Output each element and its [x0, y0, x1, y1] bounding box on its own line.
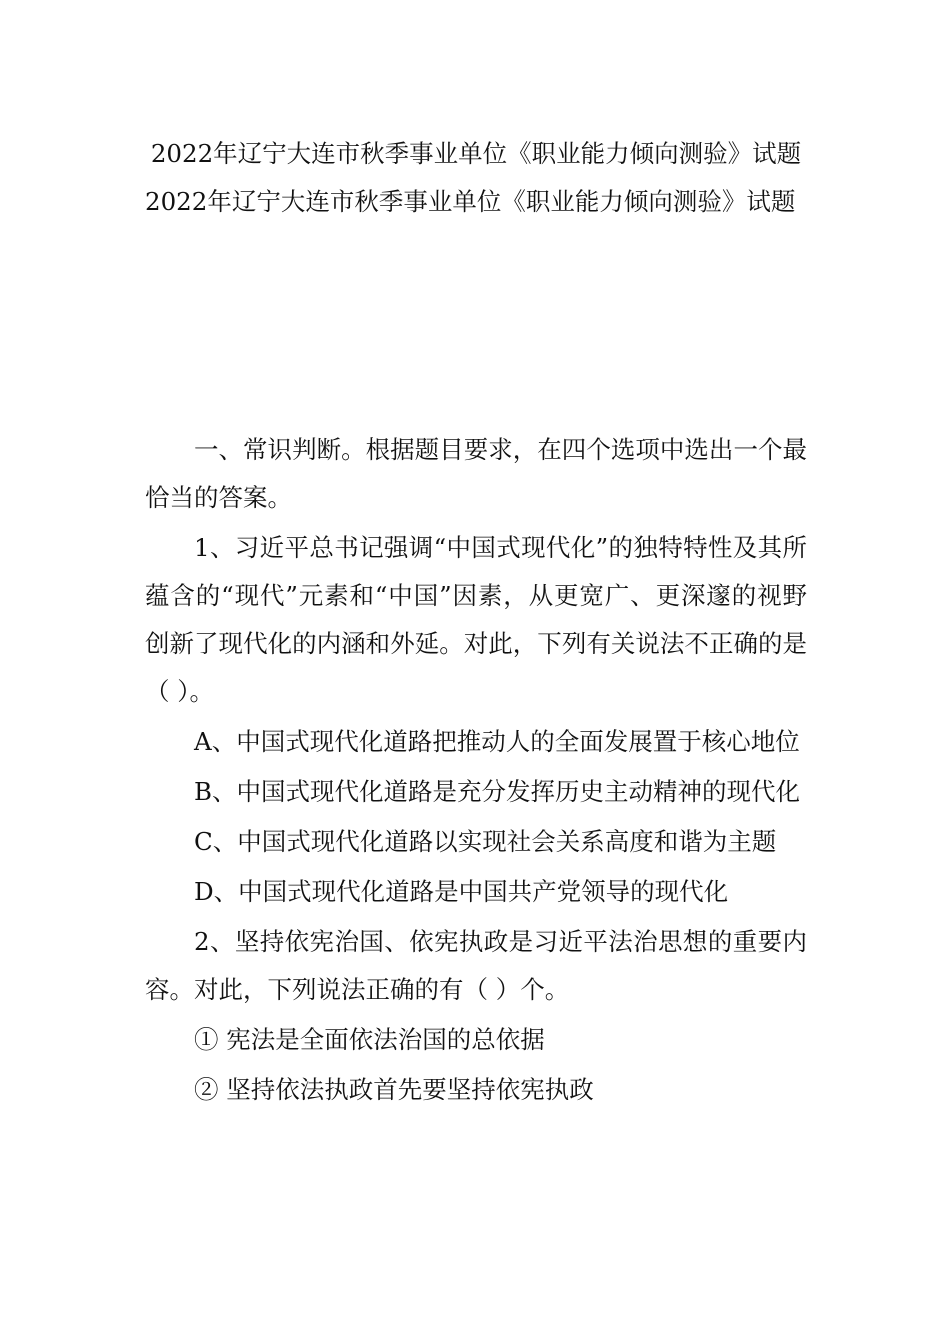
question-1-option-a: A、中国式现代化道路把推动人的全面发展置于核心地位: [194, 727, 800, 756]
question-1-option-d: D、中国式现代化道路是中国共产党领导的现代化: [194, 877, 729, 906]
question-1-stem: 1、习近平总书记强调“中国式现代化”的独特特性及其所蕴含的“现代”元素和“中国”因素，从更宽广、更深邃的视野创新了现代化的内涵和外延。对此，下列有关说法不正确的是（ ）。: [145, 533, 807, 706]
document-subtitle: 2022年辽宁大连市秋季事业单位《职业能力倾向测验》试题: [145, 187, 796, 216]
question-2-stem: 2、坚持依宪治国、依宪执政是习近平法治思想的重要内容。对此，下列说法正确的有（ ）个。: [145, 927, 807, 1004]
title-block: [145, 130, 807, 226]
question-2-item-2: ② 坚持依法执政首先要坚持依宪执政: [194, 1075, 594, 1104]
question-1-option-b: B、中国式现代化道路是充分发挥历史主动精神的现代化: [194, 777, 801, 806]
document-body: [145, 426, 807, 1114]
document-title: 2022年辽宁大连市秋季事业单位《职业能力倾向测验》试题: [150, 139, 802, 168]
section-heading: 一、常识判断。根据题目要求，在四个选项中选出一个最恰当的答案。: [145, 435, 807, 512]
question-1-option-c: C、中国式现代化道路以实现社会关系高度和谐为主题: [194, 827, 777, 856]
question-2-item-1: ① 宪法是全面依法治国的总依据: [194, 1025, 545, 1054]
